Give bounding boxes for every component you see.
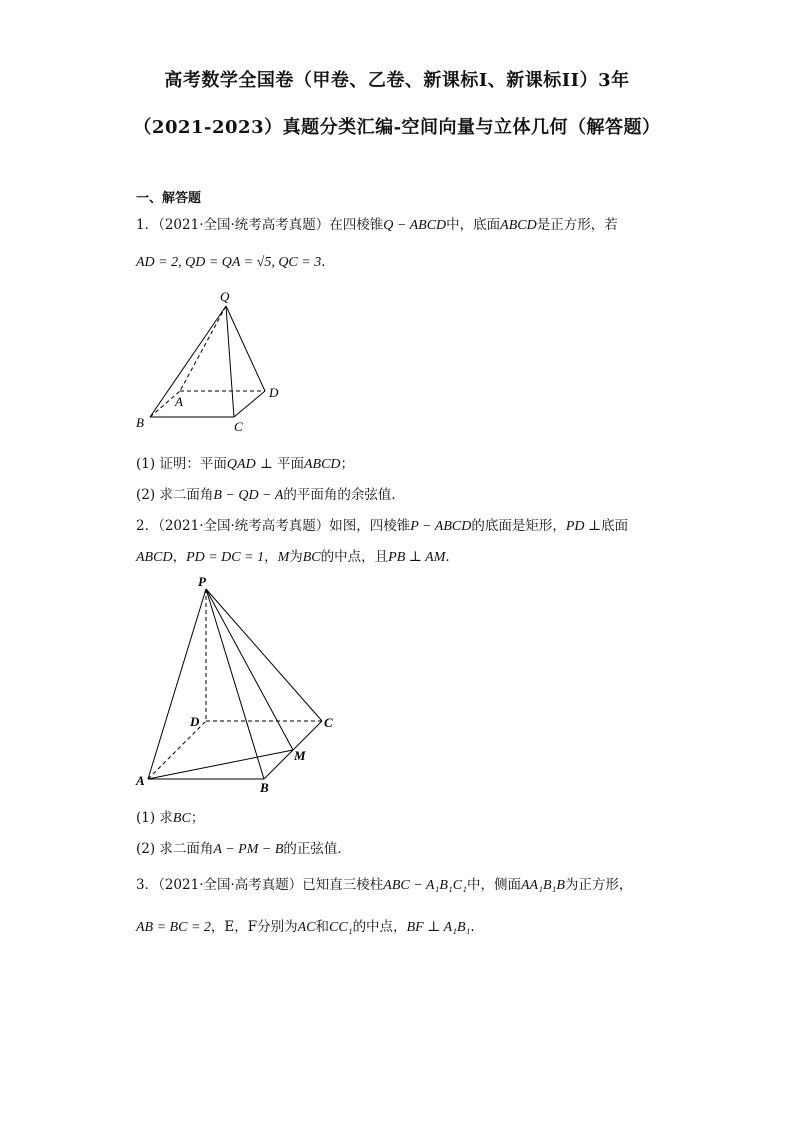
q2-stem-line2: ABCD，PD = DC = 1，M为BC的中点，且PB ⊥ AM． [136,549,459,565]
label-A: A [136,773,145,788]
edge-PM [206,589,293,750]
q2-stem-line1: 2．（2021·全国·统考高考真题）如图，四棱锥P − ABCD的底面是矩形，PD ⊥底面 [136,518,629,534]
q3-number: 3． [136,877,159,893]
label-C: C [234,419,243,434]
q3-stem-line1: 3．（2021·全国·高考真题）已知直三棱柱ABC − A₁B₁C₁中，侧面AA₁B₁B为正方形， [136,877,633,893]
label-B: B [260,780,269,795]
label-B: B [136,415,144,430]
q1-part1: (1) 证明：平面QAD ⊥ 平面ABCD； [136,456,355,472]
q1-stem-line2: AD = 2, QD = QA = √5, QC = 3． [136,254,335,270]
edge-PC [206,589,322,721]
q1-part2: (2) 求二面角B − QD − A的平面角的余弦值． [136,487,405,503]
q2-source: （2021·全国·统考高考真题） [158,518,330,534]
label-M: M [294,748,306,763]
edge-CD [234,391,265,417]
q3-solid: ABC − A₁B₁C₁ [383,878,467,893]
label-D: D [269,385,279,400]
label-A: A [175,394,183,409]
q2-pyramid-figure [132,572,352,797]
q1-condition: AD = 2, QD = QA = √5, QC = 3 [136,255,322,270]
q3-source: （2021·全国·高考真题） [158,877,303,893]
q1-number: 1． [136,217,159,233]
q2-number: 2． [136,518,159,534]
edge-PA [148,589,206,779]
q1-stem-line1: 1．（2021·全国·统考高考真题）在四棱锥Q − ABCD中，底面ABCD是正方形，若 [136,217,618,233]
q1-solid: Q − ABCD [383,218,447,233]
edge-PB [206,589,264,779]
section-heading: 一、解答题 [136,191,202,206]
label-Q: Q [220,289,230,304]
label-D: D [190,714,200,729]
edge-QA [180,306,226,391]
edge-QB [150,306,226,417]
q1-source: （2021·全国·统考高考真题） [158,217,330,233]
q3-stem-line2: AB = BC = 2，E，F分别为AC和CC₁的中点，BF ⊥ A₁B₁. [136,919,475,935]
q2-part1: (1) 求BC； [136,810,205,826]
label-C: C [324,715,333,730]
label-P: P [198,574,206,589]
q2-part2: (2) 求二面角A − PM − B的正弦值． [136,841,351,857]
edge-QC [226,306,234,417]
page-title-line2: （2021-2023）真题分类汇编-空间向量与立体几何（解答题） [133,117,661,138]
q1-pyramid-figure [130,285,290,435]
edge-AM [148,750,293,779]
edge-QD [226,306,265,391]
q2-solid: P − ABCD [410,519,472,534]
page-title-line1: 高考数学全国卷（甲卷、乙卷、新课标I、新课标II）3年 [164,70,630,91]
